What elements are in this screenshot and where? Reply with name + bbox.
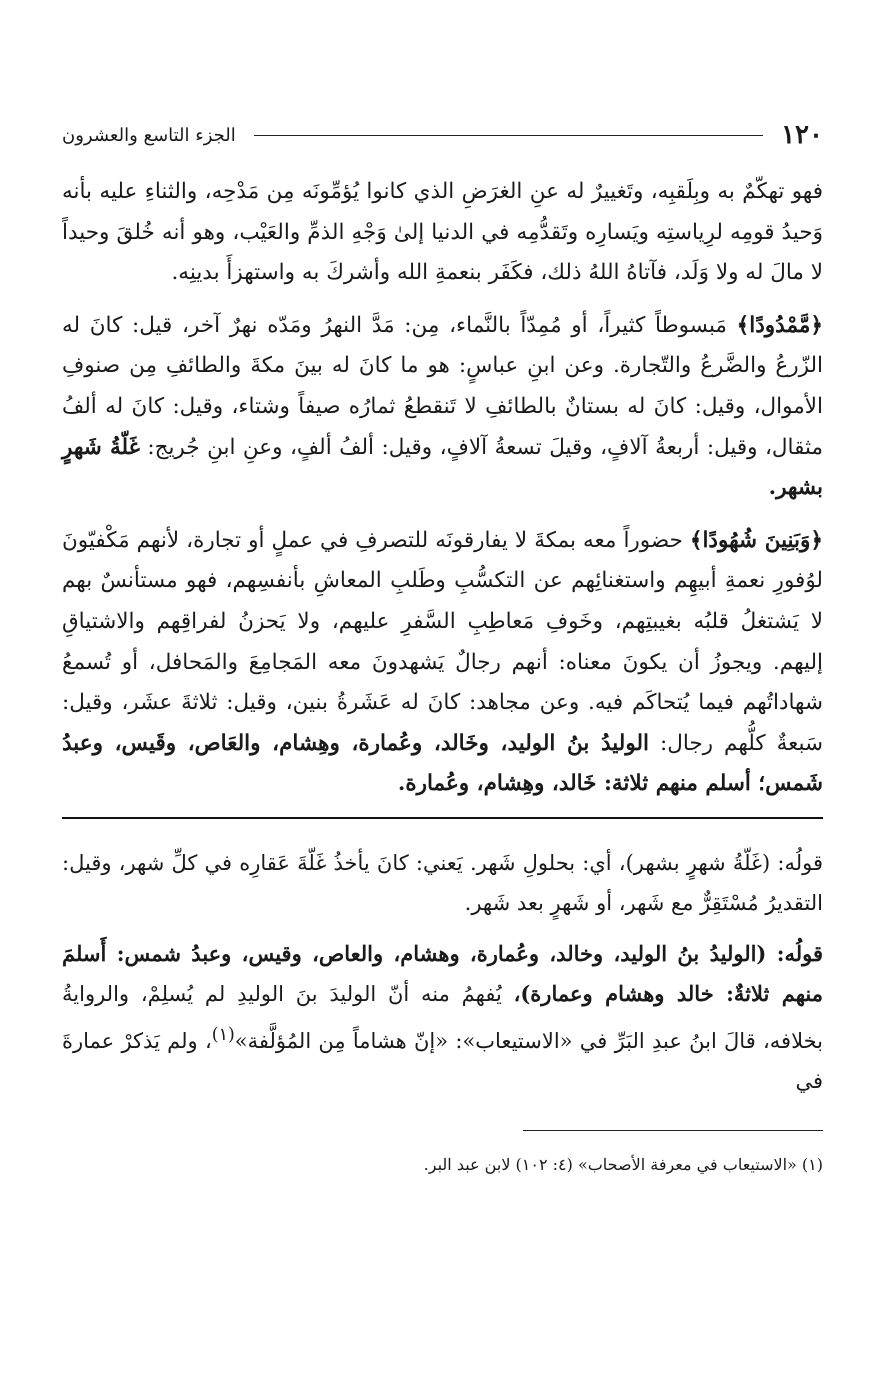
running-title: الجزء التاسع والعشرون (62, 124, 236, 146)
paragraph-1 (62, 172, 823, 294)
commentary-section (62, 843, 823, 1102)
page-header (62, 112, 823, 158)
paragraph-2 (62, 306, 823, 509)
commentary-2-end: ، ولم يَذكرْ عمارةَ في (62, 1028, 823, 1094)
commentary-2 (62, 934, 823, 1102)
paragraph-2-end: غَلّةُ شَهرٍ بشهر. (62, 434, 823, 501)
header-rule (254, 135, 763, 136)
footnote (62, 1151, 823, 1179)
quran-term-banin: ﴿وَبَنِينَ شُهُودًا﴾ (689, 527, 824, 553)
commentary-2-label: قولُه: (الوليدُ بنُ الوليد، وخالد، وعُمارة، وهشام، والعاص، وقيس، وعبدُ شمس: أَسلمَ منهم ثلاثةٌ: خالد وهشام وعمارة)، (62, 940, 824, 1007)
paragraph-1-text: فهو تهكّمٌ به وبِلَقبِه، وتَغييرٌ له عنِ الغرَضِ الذي كانوا يُؤمِّونَه مِن مَدْحِه، والثناءِ عليه بأنه وَحيدُ قومِه لرِياستِه ويَسارِه وتَقدُّمِه في الدنيا إلىٰ وَجْهِ الذمِّ والعَيْب، وهو أنه خُلقَ وحيداً لا مالَ له ولا وَلَد، فآتاهُ اللهُ ذلك، فكَفَر بنعمةِ الله وأشركَ به واستهزأَ بدينِه. (62, 179, 823, 286)
quran-term-mamdudan: ﴿مَّمْدُودًا﴾ (736, 312, 823, 338)
page-number: ١٢٠ (781, 120, 823, 150)
footnote-reference: (١) (211, 1024, 235, 1045)
footnote-divider (523, 1130, 823, 1131)
paragraph-2-text: مَبسوطاً كثيراً، أو مُمِدّاً بالنَّماء، مِن: مَدَّ النهرُ ومَدّه نهرٌ آخر، قيل: كانَ له الزّرعُ والضَّرعُ والتّجارة. وعن ابنِ عباسٍ: هو ما كانَ له بينَ مكةَ والطائفِ مِن صنوفِ الأموال، وقيل: كانَ له بستانٌ بالطائفِ لا تَنقطعُ ثمارُه صيفاً وشتاء، وقيل: كانَ له ألفُ مثقال، وقيل: أربعةُ آلافٍ، وقيلَ تسعةُ آلافٍ، وقيل: ألفُ ألفٍ، وعنِ ابنِ جُريج: (62, 312, 823, 460)
commentary-divider (62, 817, 823, 819)
commentary-1 (62, 843, 823, 924)
commentary-1-text: أي: بحلولِ شَهر. يَعني: كانَ يأخذُ غَلّةَ عَقارِه في كلِّ شهر، وقيل: التقديرُ مُسْتَقِرٌّ مع شَهر، أو شَهرٍ بعد شَهر. (62, 850, 823, 916)
commentary-2-text: يُفهمُ منه أنّ الوليدَ بنَ الوليدِ لم يُسلِمْ، والروايةُ بخلافه، قالَ ابنُ عبدِ البَرِّ في «الاستيعاب»: «إنّ هشاماً مِن المُؤلَّفة» (62, 982, 824, 1053)
main-text (62, 172, 823, 805)
paragraph-3-names: الوليدُ بنُ الوليد، وخَالد، وعُمارة، وهِشام، والعَاص، وقَيس، وعبدُ شَمس؛ أسلم منهم ثلاثة: خَالد، وهِشام، وعُمارة. (62, 730, 823, 797)
paragraph-3 (62, 521, 823, 805)
book-page (62, 112, 823, 1179)
commentary-1-label: قولُه: (غَلّةُ شهرٍ بشهر)، (618, 850, 823, 875)
paragraph-3-text: حضوراً معه بمكةَ لا يفارقونَه للتصرفِ في عملٍ أو تجارة، لأنهم مَكْفيّونَ لوُفورِ نعمةِ أبيهِم واستغنائِهم عن التكسُّبِ وطَلبِ المعاشِ بأنفسِهم، فهو مستأنسٌ بهم لا يَشتغلُ قلبُه بغيبتِهم، وخَوفِ مَعاطِبِ السَّفرِ عليهم، ولا يَحزنُ لفراقِهم والاشتياقِ إليهم. ويجوزُ أن يكونَ معناه: أنهم رجالٌ يَشهدونَ معه المَجامِعَ والمَحافل، أو تُسمعُ شهاداتُهم فيما يُتحاكَم فيه. وعن مجاهد: كانَ له عَشَرةُ بنين، وقيل: ثلاثةَ عشَر، وقيل: سَبعةٌ كلُّهم رجال: (62, 527, 823, 756)
footnote-text: (١) «الاستيعاب في معرفة الأصحاب» (٤: ١٠٢) لابن عبد البر. (423, 1154, 823, 1174)
